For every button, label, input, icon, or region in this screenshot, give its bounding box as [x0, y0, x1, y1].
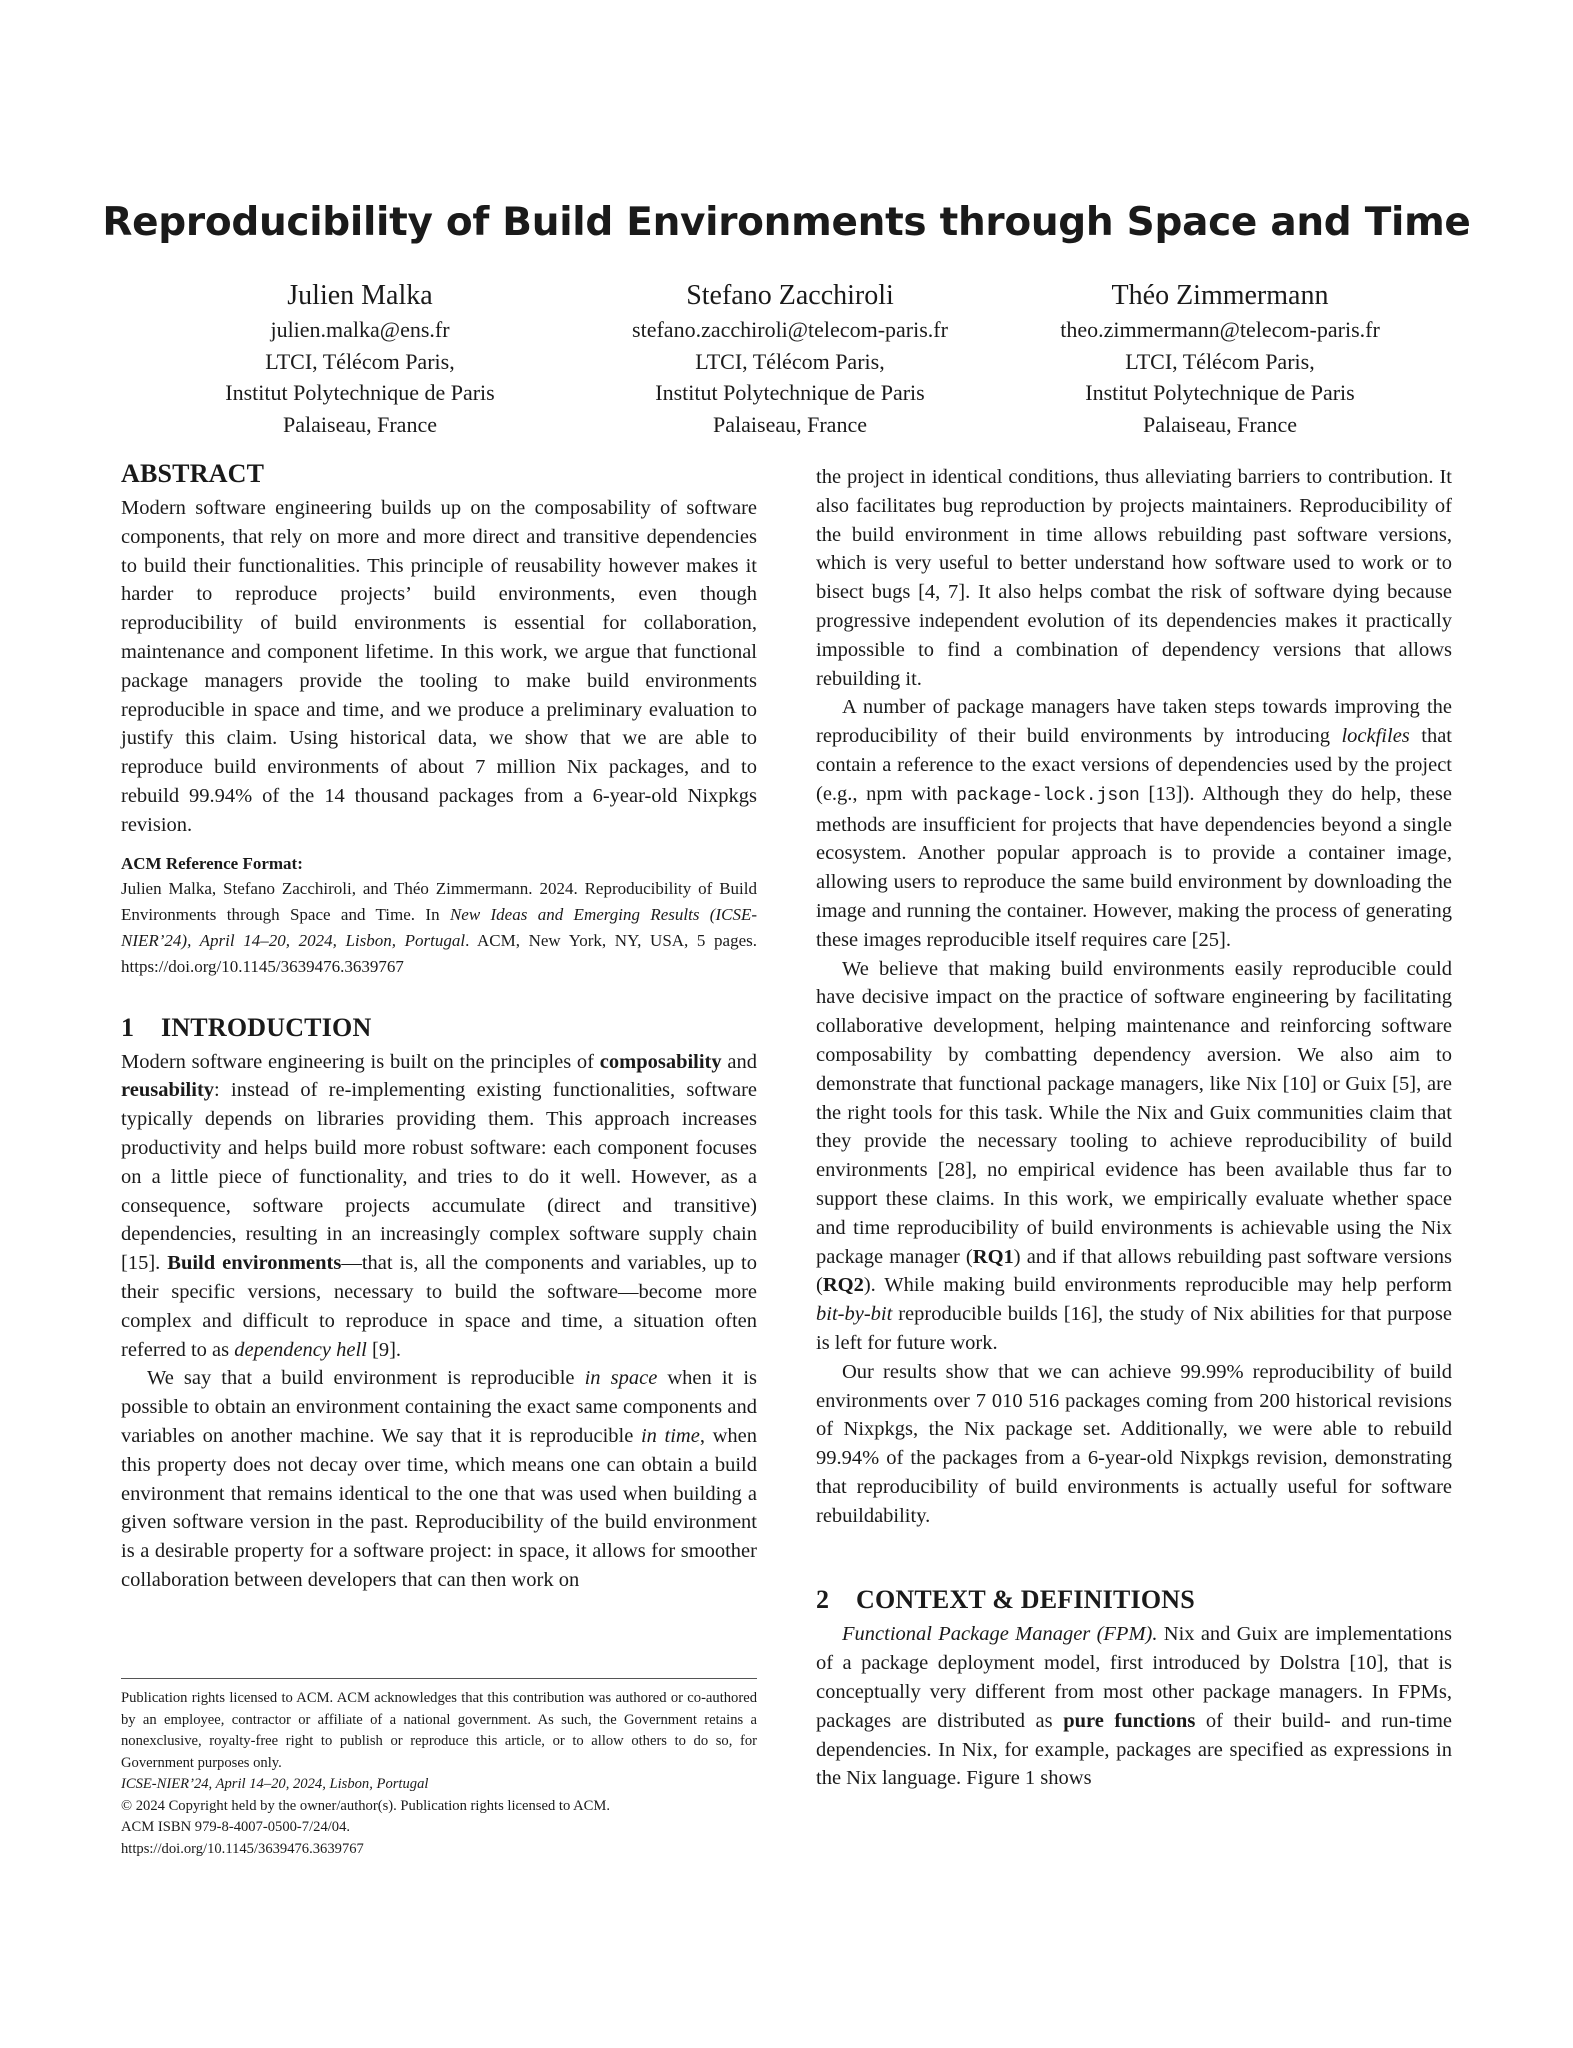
author-3 — [1010, 278, 1430, 440]
author-affiliation: LTCI, Télécom Paris, — [1125, 348, 1315, 374]
author-location: Palaiseau, France — [713, 411, 867, 437]
right-paragraph-4: Our results show that we can achieve 99.99% reproducibility of build environments over 7 010 516 packages coming from 200 historical revisions of Nixpkgs, the Nix package set. Additionally, we were able to rebuild 99.94% of the packages from a 6-year-old Nixpkgs revision, demonstrating that reproducibility of build environments is actually useful for software rebuildability. — [816, 1360, 1452, 1527]
right-paragraph-3: We believe that making build environments easily reproducible could have decisive impact on the practice of software engineering by facilitating collaborative development, helping maintenance and reinforcing software composability by combatting dependency aversion. We also aim to demonstrate that functional package managers, like Nix [10] or Guix [5], are the right tools for this task. While the Nix and Guix communities claim that they provide the necessary tooling to achieve reproducibility of build environments [28], no empirical evidence has been available thus far to support these claims. In this work, we empirically evaluate whether space and time reproducibility of build environments is achievable using the Nix package manager (RQ1) and if that allows rebuilding past software versions (RQ2). While making build environments reproducible may help perform bit-by-bit reproducible builds [16], the study of Nix abilities for that purpose is left for future work. — [816, 957, 1453, 1354]
conference-venue: ICSE-NIER’24, April 14–20, 2024, Lisbon, Portugal — [121, 1776, 429, 1792]
author-location: Palaiseau, France — [1143, 411, 1297, 437]
right-column — [816, 463, 1452, 1793]
context-heading: 2 CONTEXT & DEFINITIONS — [816, 1585, 1195, 1615]
doi-line: https://doi.org/10.1145/3639476.3639767 — [121, 1840, 364, 1857]
author-location: Palaiseau, France — [283, 411, 437, 437]
right-paragraph-2: A number of package managers have taken steps towards improving the reproducibility of their build environments by introducing lockfiles that contain a reference to the exact versions of dependencies used by the project (e.g., npm with package-lock.json [13]). Although they do help, these methods are insufficient for projects that have dependencies beyond a single ecosystem. Another popular approach is to provide a container image, allowing users to reproduce the same build environment by downloading the image and running the container. However, making the process of generating these images reproducible itself requires care [25]. — [816, 696, 1452, 951]
intro-heading: 1 INTRODUCTION — [121, 1012, 372, 1042]
author-email: stefano.zacchiroli@telecom-paris.fr — [632, 317, 948, 342]
acm-reference-text: Julien Malka, Stefano Zacchiroli, and Théo Zimmermann. 2024. Reproducibility of Build Environments through Space and Time. In New Ideas and Emerging Results (ICSE-NIER’24), April 14–20, 2024, Lisbon, Portugal. ACM, New York, NY, USA, 5 pages. https://doi.org/10.1145/3639476.3639767 — [121, 878, 758, 976]
copyright-line: © 2024 Copyright held by the owner/author(s). Publication rights licensed to ACM. — [121, 1797, 610, 1814]
rights-notice: Publication rights licensed to ACM. ACM acknowledges that this contribution was authored or co-authored by an employee, contractor or affiliate of a national government. As such, the Government retains a nonexclusive, royalty-free right to publish or reproduce this article, or to allow others to do so, for Government purposes only. — [121, 1690, 757, 1771]
right-paragraph-1: the project in identical conditions, thus alleviating barriers to contribution. It also facilitates bug reproduction by projects maintainers. Reproducibility of the build environment in time allows rebuilding past software versions, which is very useful to better understand how software used to work or to bisect bugs [4, 7]. It also helps combat the risk of software dying because progressive independent evolution of its dependencies makes it practically impossible to find a combination of dependency versions that allows rebuilding it. — [816, 466, 1452, 690]
left-column — [121, 454, 757, 1595]
paper-title: Reproducibility of Build Environments through Space and Time — [102, 200, 1471, 245]
author-affiliation: LTCI, Télécom Paris, — [695, 348, 885, 374]
author-institution: Institut Polytechnique de Paris — [655, 380, 925, 405]
author-1 — [150, 278, 570, 440]
author-2 — [580, 278, 1000, 440]
author-institution: Institut Polytechnique de Paris — [225, 380, 495, 405]
footnote-divider — [121, 1678, 757, 1679]
intro-paragraph-2: We say that a build environment is reproducible in space when it is possible to obtain an environment containing the exact same components and variables on another machine. We say that it is reproducible in time, when this property does not decay over time, which means one can obtain a build environment that remains identical to the one that was used when building a given software version in the past. Reproducibility of the build environment is a desirable property for a software project: in space, it allows for smoother collaboration between developers that can then work on — [121, 1367, 757, 1591]
author-name: Stefano Zacchiroli — [686, 280, 894, 311]
author-block — [150, 278, 1430, 440]
abstract-heading: ABSTRACT — [121, 459, 265, 488]
author-email: theo.zimmermann@telecom-paris.fr — [1060, 317, 1380, 342]
intro-paragraph-1: Modern software engineering is built on the principles of composability and reusability: instead of re-implementing existing functionalities, software typically depends on libraries providing them. This approach increases productivity and helps build more robust software: each component focuses on a little piece of functionality, and tries to do it well. However, as a consequence, software projects accumulate (direct and transitive) dependencies, resulting in an increasingly complex software supply chain [15]. Build environments—that is, all the components and variables, up to their specific versions, necessary to build the software—become more complex and difficult to reproduce in space and time, a situation often referred to as dependency hell [9]. — [121, 1050, 757, 1361]
author-institution: Institut Polytechnique de Paris — [1085, 380, 1355, 405]
author-affiliation: LTCI, Télécom Paris, — [265, 348, 455, 374]
code-inline: package-lock.json — [956, 785, 1140, 806]
acm-reference-heading: ACM Reference Format: — [121, 853, 303, 873]
abstract-text: Modern software engineering builds up on the composability of software components, that rely on more and more direct and transitive dependencies to build their functionalities. This principle of reusability however makes it harder to reproduce projects’ build environments, even though reproducibility of build environments is essential for collaboration, maintenance and component lifetime. In this work, we argue that functional package managers provide the tooling to make build environments reproducible in space and time, and we produce a preliminary evaluation to justify this claim. Using historical data, we show that we are able to reproduce build environments of about 7 million Nix packages, and to rebuild 99.94% of the 14 thousand packages from a 6-year-old Nixpkgs revision. — [121, 497, 757, 836]
isbn-line: ACM ISBN 979-8-4007-0500-7/24/04. — [121, 1819, 351, 1835]
copyright-footnote — [121, 1688, 757, 1860]
context-paragraph: Functional Package Manager (FPM). Nix and Guix are implementations of a package deployment model, first introduced by Dolstra [10], that is conceptually very different from most other package managers. In FPMs, packages are distributed as pure functions of their build- and run-time dependencies. In Nix, for example, packages are specified as expressions in the Nix language. Figure 1 shows — [816, 1623, 1452, 1790]
author-name: Julien Malka — [287, 280, 433, 311]
author-email: julien.malka@ens.fr — [270, 317, 450, 342]
author-name: Théo Zimmermann — [1111, 280, 1329, 311]
